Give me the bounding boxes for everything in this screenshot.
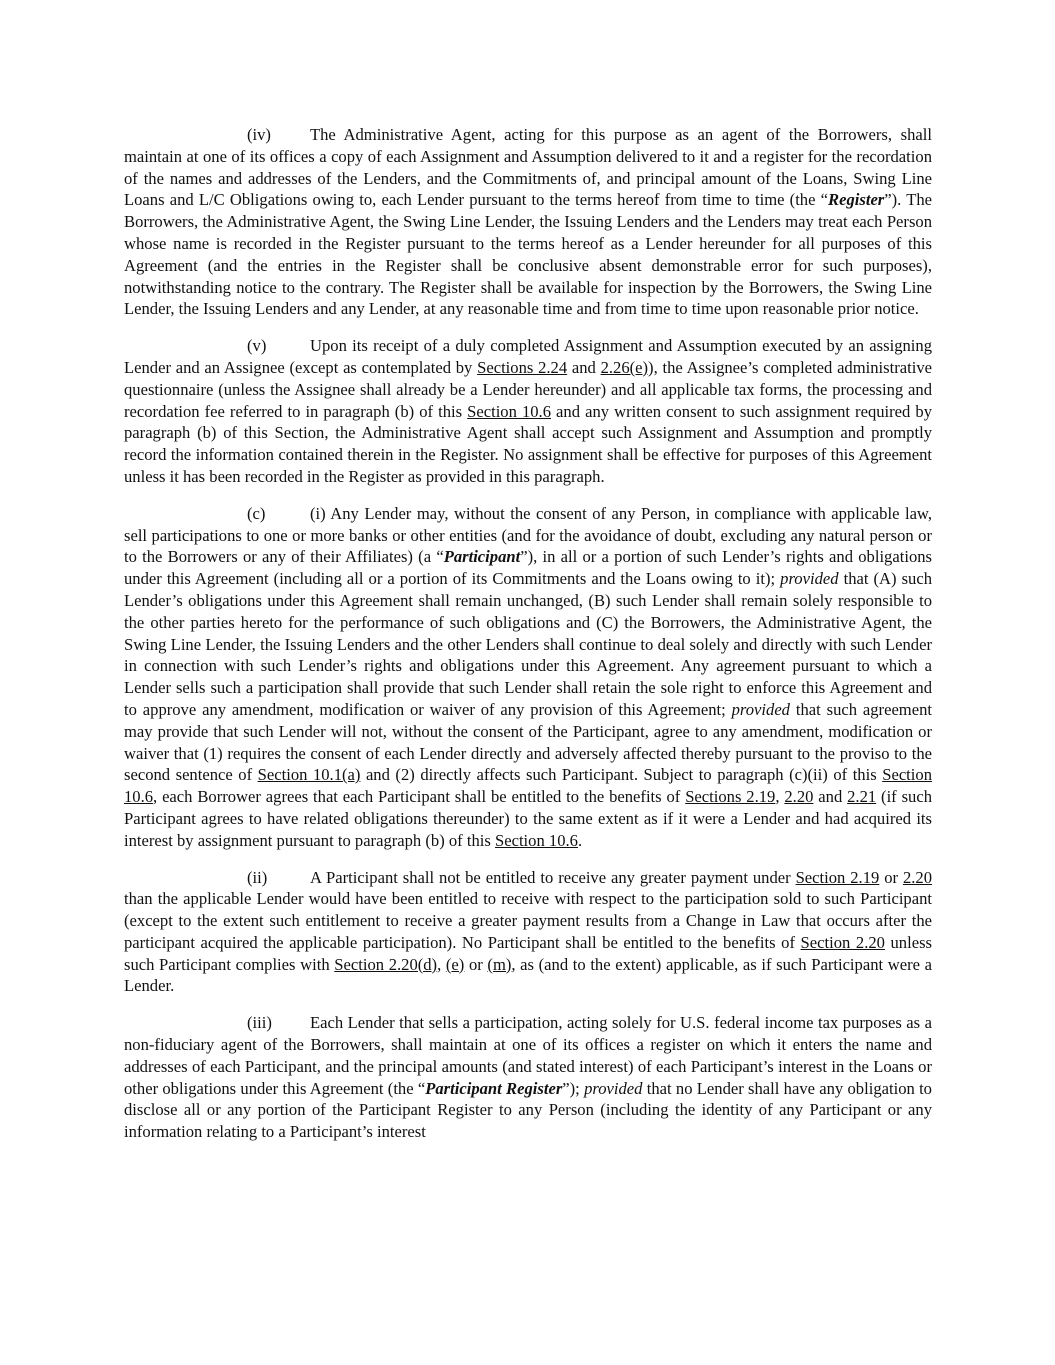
paragraph-number: (v) (247, 336, 267, 356)
section-reference: Section 2.20 (800, 932, 885, 952)
document-page (124, 124, 932, 1158)
paragraph-number: (c) (247, 503, 266, 523)
text-segment: , (775, 787, 785, 807)
paragraph-iii (124, 1012, 932, 1143)
text-segment: (i) Any Lender may, without the consent of any Person, in compliance with applicable law, sell participations to one or more banks or other entities (and for the avoidance of doubt, excluding any natural person or to the Borrowers or any of their Affiliates) (a “ (124, 503, 932, 567)
text-segment: unless such Participant complies with (124, 932, 932, 974)
paragraph-number: (ii) (247, 867, 268, 887)
section-reference: (m) (487, 954, 512, 974)
text-segment: , (437, 954, 446, 974)
defined-term-register: Register (828, 190, 885, 210)
text-segment: The Administrative Agent, acting for this purpose as an agent of the Borrowers, shall maintain at one of its offices a copy of each Assignment and Assumption delivered to it and a register for the recordation of the names and addresses of the Lenders, and the Commitments of, and principal amount of the Loans, Swing Line Loans and L/C Obligations owing to, each Lender pursuant to the terms hereof from time to time (the “ (124, 125, 932, 210)
text-segment: that no Lender shall have any obligation to disclose all or any portion of the Participant Register to any Person (including the identity of any Participant or any information relating to a Participant’s interest (124, 1078, 932, 1142)
section-reference: Section 2.20(d) (334, 954, 438, 974)
text-segment: or (879, 867, 903, 887)
text-segment: that (A) such Lender’s obligations under this Agreement shall remain unchanged, (B) such Lender shall remain solely responsible to the other parties hereto for the performance of such obligations and (C) the Borrowers, the Administrative Agent, the Swing Line Lender, the Issuing Lenders and the other Lenders shall continue to deal solely and directly with such Lender in connection with such Lender’s rights and obligations under this Agreement. Any agreement pursuant to which a Lender sells such a participation shall provide that such Lender shall retain the sole right to enforce this Agreement and to approve any amendment, modification or waiver of any provision of this Agreement; (124, 569, 932, 719)
paragraph-c (124, 503, 932, 852)
paragraph-v (124, 335, 932, 488)
text-segment: ), the Assignee’s completed administrative questionnaire (unless the Assignee shall already be a Lender hereunder) and all applicable tax forms, the processing and recordation fee referred to in paragraph (b) of this (124, 357, 932, 421)
text-segment: and (2) directly affects such Participant. Subject to paragraph (c)(ii) of this (360, 765, 883, 785)
section-reference: Section 2.19 (795, 867, 880, 887)
text-segment: , each Borrower agrees that each Participant shall be entitled to the benefits of (153, 787, 686, 807)
proviso-term: provided (780, 569, 839, 589)
section-reference: 2.26(e) (600, 357, 649, 377)
text-segment: or (464, 954, 488, 974)
text-segment: and (813, 787, 848, 807)
text-segment: and any written consent to such assignment required by paragraph (b) of this Section, the Administrative Agent shall accept such Assignment and Assumption and promptly record the information contained therein in the Register. No assignment shall be effective for purposes of this Agreement unless it has been recorded in the Register as provided in this paragraph. (124, 401, 932, 486)
section-reference: 2.20 (784, 787, 814, 807)
text-segment: than the applicable Lender would have been entitled to receive with respect to the participation sold to such Participant (except to the extent such entitlement to receive a greater payment results from a Change in Law that occurs after the participant acquired the applicable participation). No Participant shall be entitled to the benefits of (124, 889, 932, 952)
paragraph-number: (iii) (247, 1013, 272, 1033)
text-segment: A Participant shall not be entitled to receive any greater payment under (310, 867, 796, 887)
text-segment: (if such Participant agrees to have related obligations thereunder) to the same extent as if it were a Lender and had acquired its interest by assignment pursuant to paragraph (b) of this (124, 787, 932, 850)
text-segment: and (567, 357, 601, 377)
text-segment: , as (and to the extent) applicable, as if such Participant were a Lender. (124, 954, 932, 996)
section-reference: Section 10.6 (494, 830, 578, 850)
proviso-term: provided (731, 699, 790, 719)
section-reference: Section 10.1(a) (257, 765, 361, 785)
section-reference: (e) (445, 954, 465, 974)
section-reference: Section 10.6 (124, 765, 932, 807)
text-segment: Each Lender that sells a participation, acting solely for U.S. federal income tax purposes as a non-fiduciary agent of the Borrowers, shall maintain at one of its offices a register on which it enters the name and addresses of each Participant, and the principal amounts (and stated interest) of each Participant’s interest in the Loans or other obligations under this Agreement (the “ (124, 1013, 932, 1098)
paragraph-iv (124, 124, 932, 320)
section-reference: 2.21 (847, 787, 877, 807)
defined-term-participant-register: Participant Register (425, 1078, 563, 1098)
paragraph-number: (iv) (247, 125, 271, 144)
section-reference: Sections 2.19 (685, 787, 776, 807)
paragraph-ii (124, 867, 932, 998)
text-segment: ”), in all or a portion of such Lender’s rights and obligations under this Agreement (including all or a portion of its Commitments and the Loans owing to it); (124, 547, 932, 589)
text-segment: ”). The Borrowers, the Administrative Agent, the Swing Line Lender, the Issuing Lenders and the Lenders may treat each Person whose name is recorded in the Register pursuant to the terms hereof as a Lender hereunder for all purposes of this Agreement (and the entries in the Register shall be conclusive absent demonstrable error for such purposes), notwithstanding notice to the contrary. The Register shall be available for inspection by the Borrowers, the Swing Line Lender, the Issuing Lenders and any Lender, at any reasonable time and from time to time upon reasonable prior notice. (124, 190, 932, 319)
text-segment: ”); (562, 1078, 585, 1098)
section-reference: 2.20 (902, 867, 932, 887)
defined-term-participant: Participant (443, 547, 521, 567)
text-segment: that such agreement may provide that such Lender will not, without the consent of the Participant, agree to any amendment, modification or waiver that (1) requires the consent of each Lender directly and adversely affected thereby pursuant to the proviso to the second sentence of (124, 699, 932, 785)
text-segment: . (577, 830, 583, 850)
section-reference: Sections 2.24 (477, 357, 568, 377)
text-segment: Upon its receipt of a duly completed Assignment and Assumption executed by an assigning Lender and an Assignee (except as contemplated by (124, 336, 932, 377)
proviso-term: provided (584, 1078, 643, 1098)
section-reference: Section 10.6 (467, 401, 551, 421)
